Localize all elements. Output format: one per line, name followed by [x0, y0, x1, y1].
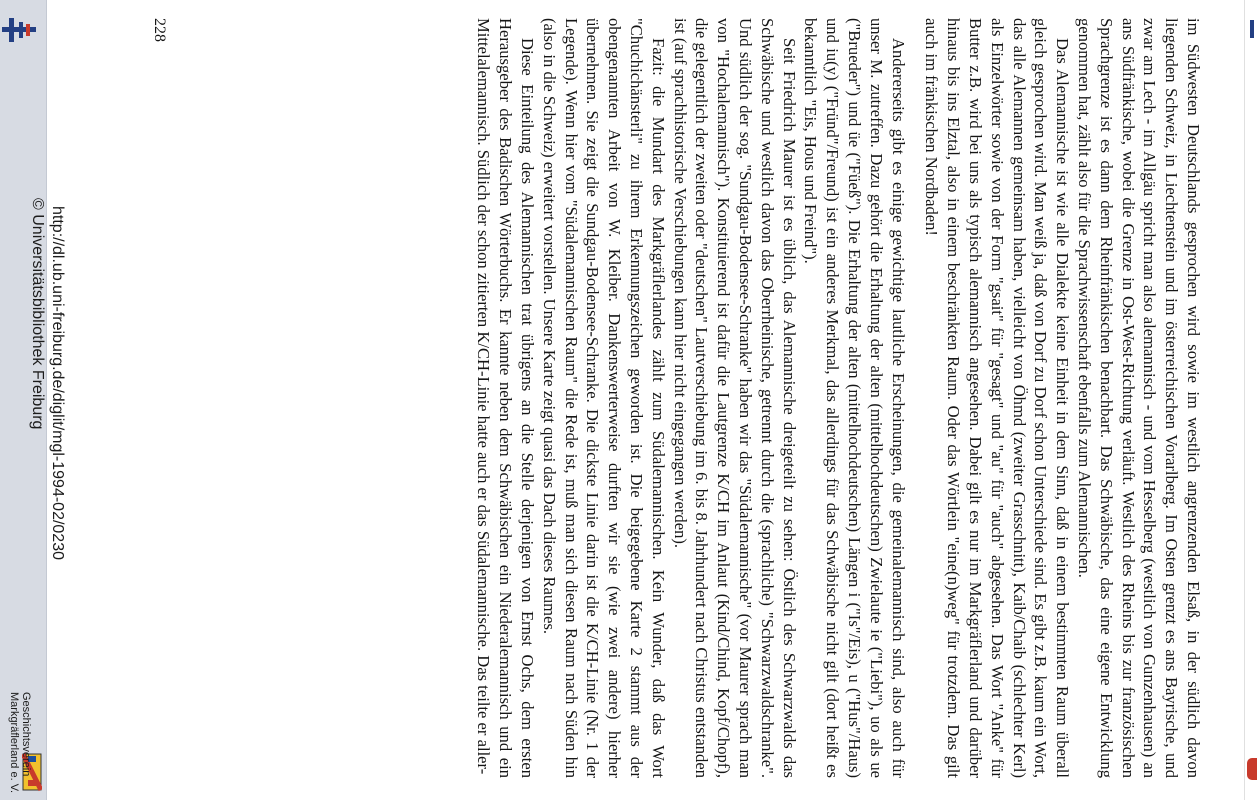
document-page: [8, 18, 1204, 794]
page-body: [473, 18, 1204, 778]
paragraph: Fazit: die Mundart des Markgräflerlandes zählt zum Südalemannischen. Kein Wunder, daß das Wort "Chuchichänsterli" zu ihrem Erkennungszeichen geworden ist. Die beigegebene Karte 2 stammt aus der obengenannten Arbeit von W. Kleiber. Dankenswerterweise durften wir sie (wie zwei andere) hierher übernehmen. Sie zeigt die Sundgau-Bodensee-Schranke. Die dickste Linie darin ist die K/CH-Linie (Nr. 1 der Legende). Wenn hier vom "Südalemannischen Raum" die Rede ist, muß man sich diesen Raum nach Süden hin (also in die Schweiz) erweitert vorstellen. Unsere Karte zeigt quasi das Dach dieses Raumes.: [539, 18, 668, 778]
paragraph: Diese Einteilung des Alemannischen trat übrigens an die Stelle derjenigen von Ernst Ochs, dem ersten Herausgeber des Badischen Wörterbuchs. Er kannte neben dem Schwäbischen ein Niederalemannisch und ein Mittelalemannisch. Südlich der schon zitierten K/CH-Linie hatte auch er das Südalemannische. Das teilte er aller-: [474, 18, 538, 778]
paragraph: Seit Friedrich Maurer ist es üblich, das Alemannische dreigeteilt zu sehen: Östlich des Schwarzwalds das Schwäbische und westlich davon das Oberrheinische, getrennt durch die (sprachliche) "Schwarzwaldschranke". Und südlich der sog. "Sundgau-Bodensee-Schranke" haben wir das "Südalemannische" (vor Maurer sprach man von "Hochalemannisch"). Konstituierend ist dafür die Lautgrenze K/CH im Anlaut (Kind/Chind, Kopf/Chopf), die gelegentlich der zweiten oder "deutschen" Lautverschiebung im 6. bis 8. Jahrhundert nach Christus entstanden ist (auf sprachhistorische Verschiebungen kann hier nicht eingegangen werden).: [670, 18, 799, 778]
ub-freiburg-logo-icon[interactable]: [2, 14, 36, 46]
ub-freiburg-logo-fragment-icon: [1250, 20, 1254, 38]
right-edge-strip: [1244, 0, 1259, 800]
paragraph: Das Alemannische ist wie alle Dialekte keine Einheit in dem Sinn, daß in einem bestimmten Raum überall gleich gesprochen wird. Man weiß ja, daß von Dorf zu Dorf schon Unterschiede sind. Es gibt z.B. kaum ein Wort, das alle Alemannen gemeinsam haben, vielleicht von Öhmd (zweiter Grasschnitt), Kaib/Chaib (schlechter Kerl) als Einzelwörter sowie von der Form "gsait" für "gesagt" und "au" für "auch" abgesehen. Das Wort "Anke" für Butter z.B. wird bei uns als typisch alemannisch angesehen. Dabei gilt es nur im Markgräflerland und darüber hinaus bis ins Elztal, also in einem beschränkten Raum. Oder das Wörtlein "eine(n)weg" für trotzdem. Das gilt auch im fränkischen Nordbaden!: [922, 18, 1073, 778]
org-line-1: Geschichtsverein: [20, 692, 32, 777]
footer-copyright: © Universitätsbibliothek Freiburg: [29, 198, 46, 430]
footer-url[interactable]: http://dl.ub.uni-freiburg.de/diglit/mgl-1994-02/0230: [49, 206, 66, 560]
org-line-2: Markgräflerland e. V.: [8, 692, 20, 794]
paragraph: im Südwesten Deutschlands gesprochen wird sowie im westlich angrenzenden Elsaß, in der südlich davon liegenden Schweiz, in Liechtenstein und im österreichischen Vorarlberg. Im Osten grenzt es ans Bayrische, und zwar am Lech - im Allgäu spricht man also alemannisch - und vom Hesselberg (westlich von Gunzenhausen) an ans Südfränkische, wobei die Grenze in Ost-West-Richtung verläuft. Westlich des Rheins bis zur französischen Sprachgrenze ist es dann dem Rheinfränkischen benachbart. Das Schwäbische, das eine eigene Entwicklung genommen hat, zählt also für die Sprachwissenschaft ebenfalls zum Alemannischen.: [1075, 18, 1203, 778]
coat-of-arms-fragment-icon: [1247, 758, 1257, 780]
footer-organization: [8, 692, 32, 793]
paragraph: Andererseits gibt es einige gewichtige lautliche Erscheinungen, die gemeinalemannisch sind, also auch für unser M. zutreffen. Dazu gehört die Erhaltung der alten (mittelhochdeutschen) Zwielaute ie ("Liebi"), uo als ue ("Brueder") und üe ("Füeß"). Die Erhaltung der alten (mittelhochdeutschen) Längen i ("Is"/Eis), u ("Hus"/Haus) und iu(y) ("Fründ"/Freund) ist ein anderes Merkmal, das allerdings für das Schwäbische nicht gilt (dort heißt es bekanntlich "Eis, Hous und Freind").: [801, 18, 908, 778]
page-number: 228: [151, 18, 168, 42]
